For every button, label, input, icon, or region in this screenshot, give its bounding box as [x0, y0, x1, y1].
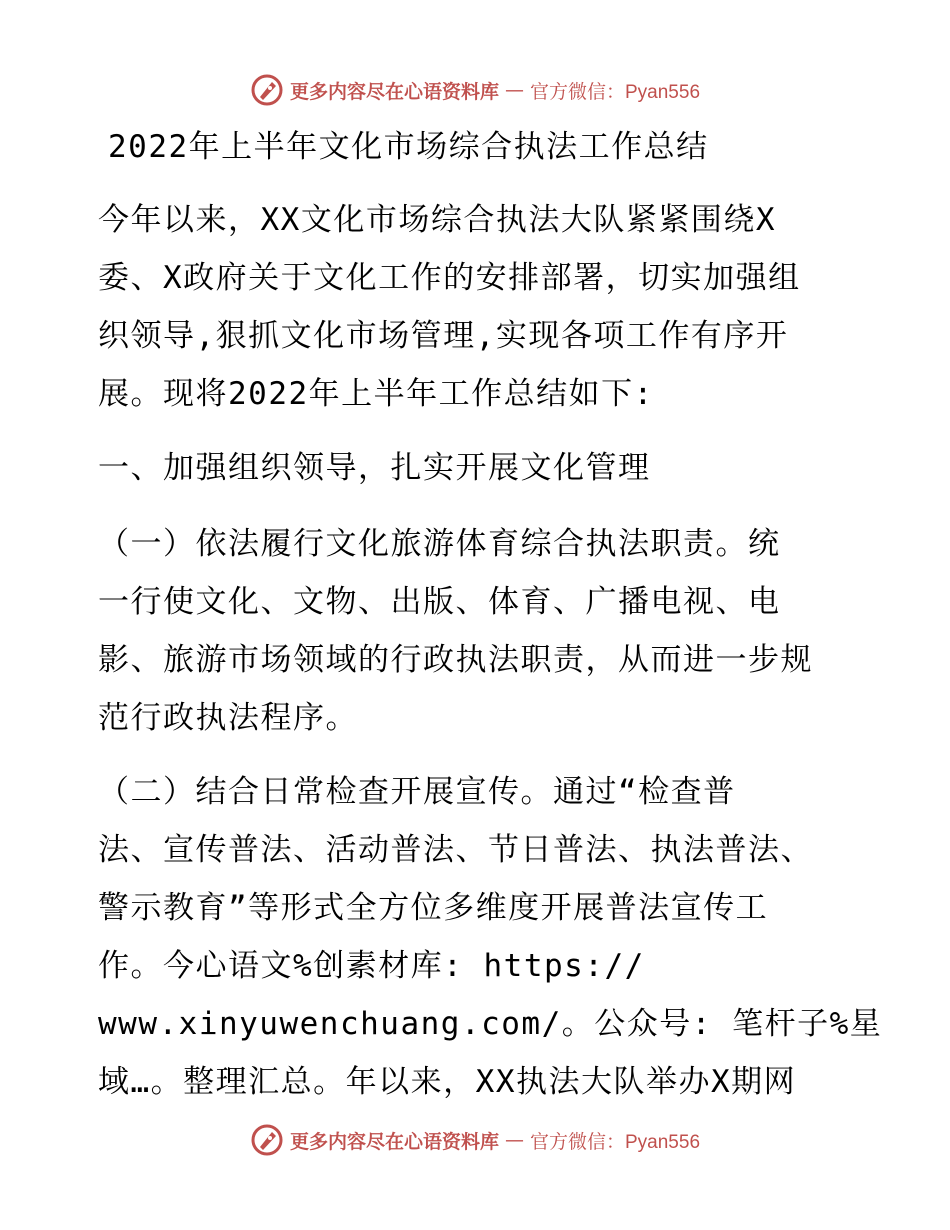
- paragraph-line: 作。今心语文%创素材库: https://: [98, 948, 645, 984]
- paragraph-line: 展。现将2022年上半年工作总结如下:: [98, 376, 654, 412]
- banner-contact: 官方微信：Pyan556: [530, 81, 701, 103]
- paragraph-line: 范行政执法程序。: [98, 700, 358, 736]
- paragraph-line: 法、宣传普法、活动普法、节日普法、执法普法、: [98, 832, 813, 868]
- banner-text: 更多内容尽在心语资料库: [289, 80, 499, 103]
- banner-text: 更多内容尽在心语资料库: [289, 1130, 499, 1153]
- pen-nib-icon: [250, 73, 284, 107]
- footer-banner: [0, 1120, 950, 1160]
- section-heading: 一、加强组织领导，扎实开展文化管理: [98, 450, 651, 486]
- banner-contact: 官方微信：Pyan556: [530, 1131, 701, 1153]
- paragraph-line: 影、旅游市场领域的行政执法职责，从而进一步规: [98, 642, 813, 678]
- paragraph-line: 委、X政府关于文化工作的安排部署，切实加强组: [98, 260, 801, 296]
- paragraph-line: 织领导,狠抓文化市场管理,实现各项工作有序开: [98, 318, 789, 354]
- paragraph-line: www.xinyuwenchuang.com/。公众号: 笔杆子%星: [98, 1006, 883, 1042]
- paragraph-line: 一行使文化、文物、出版、体育、广播电视、电: [98, 584, 781, 620]
- pen-nib-icon: [250, 1123, 284, 1157]
- paragraph-line: （二）结合日常检查开展宣传。通过“检查普: [98, 774, 736, 810]
- paragraph-line: 今年以来，XX文化市场综合执法大队紧紧围绕X: [98, 202, 776, 238]
- paragraph-line: 域…。整理汇总。年以来，XX执法大队举办X期网: [98, 1064, 797, 1100]
- banner-separator: —: [505, 79, 524, 101]
- paragraph-line: 警示教育”等形式全方位多维度开展普法宣传工: [98, 890, 769, 926]
- document-title: 2022年上半年文化市场综合执法工作总结: [108, 129, 709, 165]
- header-banner: [0, 70, 950, 110]
- paragraph-line: （一）依法履行文化旅游体育综合执法职责。统: [98, 526, 781, 562]
- banner-separator: —: [505, 1129, 524, 1151]
